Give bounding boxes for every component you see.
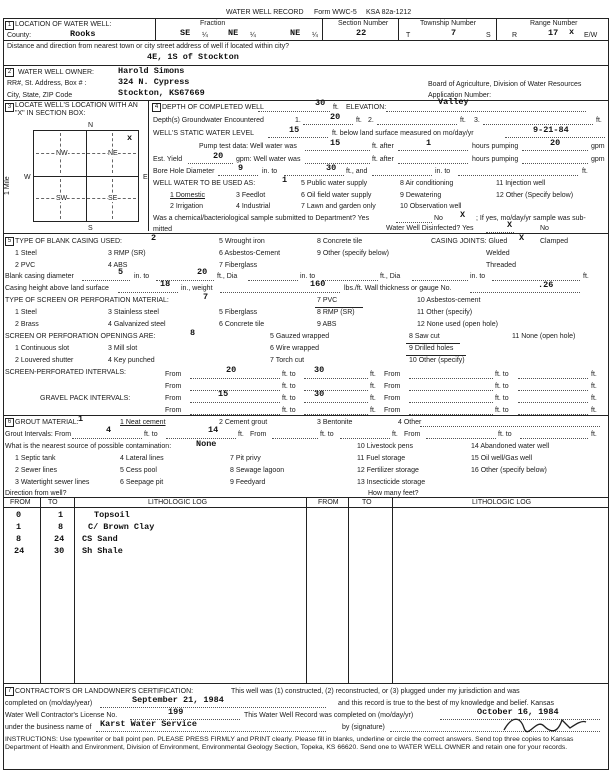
completed-value: September 21, 1984 bbox=[132, 695, 224, 705]
record-date-value: October 16, 1984 bbox=[477, 707, 559, 717]
ft-label: ft. bbox=[582, 168, 588, 175]
use-oilfield[interactable]: 6 Oil field water supply bbox=[301, 192, 372, 199]
section-number-7: 7 bbox=[5, 687, 14, 696]
to-label: ft. to bbox=[498, 431, 512, 438]
quarter-symbol: ¼ bbox=[250, 32, 256, 39]
opening-torch[interactable]: 7 Torch cut bbox=[270, 357, 305, 364]
section-number-3: 3 bbox=[5, 103, 14, 112]
section-number-value: 22 bbox=[356, 28, 367, 38]
grout-from: 4 bbox=[106, 425, 112, 435]
bore-value: 9 bbox=[238, 163, 244, 173]
in-to-label: in. to bbox=[262, 168, 278, 175]
range-ew: E/W bbox=[584, 32, 598, 39]
application-label: Application Number: bbox=[428, 92, 492, 99]
township-value: 7 bbox=[451, 28, 457, 38]
source-other[interactable]: 16 Other (specify below) bbox=[471, 467, 547, 474]
source-seepage[interactable]: 6 Seepage pit bbox=[120, 479, 164, 486]
yield-value: 20 bbox=[213, 151, 224, 161]
ft-and-label: ft., and bbox=[346, 168, 368, 175]
completed-label: completed on (mo/day/year) bbox=[5, 700, 93, 707]
disinfect-mark: X bbox=[507, 220, 513, 230]
use-other[interactable]: 12 Other (Specify below) bbox=[496, 192, 574, 199]
casing-value: 2 bbox=[151, 233, 157, 243]
source-insecticide[interactable]: 13 Insecticide storage bbox=[357, 479, 426, 486]
to-label: ft. to bbox=[144, 431, 158, 438]
wall-value: .26 bbox=[538, 280, 554, 290]
screen-other[interactable]: 11 Other (specify) bbox=[417, 309, 473, 316]
source-fertilizer[interactable]: 12 Fertilizer storage bbox=[357, 467, 419, 474]
source-abandoned[interactable]: 14 Abandoned water well bbox=[471, 443, 550, 450]
disinfect-no-label: No bbox=[540, 225, 549, 232]
ft-label: ft. bbox=[370, 383, 376, 390]
distance-label: Distance and direction from nearest town or city street address of well if located within city? bbox=[7, 43, 290, 50]
in-to-label: in. to bbox=[435, 168, 451, 175]
cert-text-1: This well was (1) constructed, (2) reconstructed, or (3) plugged under my jurisdiction and was bbox=[231, 688, 520, 695]
bore-label: Bore Hole Diameter bbox=[153, 168, 215, 175]
use-injection[interactable]: 11 Injection well bbox=[496, 180, 546, 187]
source-septic[interactable]: 1 Septic tank bbox=[15, 455, 56, 462]
chem-no-mark: X bbox=[460, 210, 466, 220]
screen-none[interactable]: 12 None used (open hole) bbox=[417, 321, 498, 328]
depth-label: DEPTH OF COMPLETED WELL bbox=[162, 104, 264, 111]
county-label: County: bbox=[7, 32, 32, 39]
casing-wrought-iron[interactable]: 5 Wrought iron bbox=[219, 238, 265, 245]
ft-label: ft. bbox=[591, 407, 597, 414]
perforated-to: 30 bbox=[314, 365, 325, 375]
joints-label: CASING JOINTS: Glued bbox=[431, 238, 508, 245]
in-to-label: in. to bbox=[134, 273, 150, 280]
log-from: 1 bbox=[16, 522, 22, 532]
log-header-2: LITHOLOGIC LOG bbox=[472, 499, 532, 506]
grout-other[interactable]: 4 Other bbox=[398, 419, 422, 426]
from-label: From bbox=[404, 431, 421, 438]
openings-value: 8 bbox=[190, 328, 196, 338]
elevation-value: Valley bbox=[438, 97, 469, 107]
se-label: SE bbox=[108, 195, 118, 202]
diameter-to: 20 bbox=[197, 267, 208, 277]
opening-continuous[interactable]: 1 Continuous slot bbox=[15, 345, 70, 352]
static-label: WELL'S STATIC WATER LEVEL bbox=[153, 130, 255, 137]
grout-neat[interactable] bbox=[120, 419, 166, 426]
casing-concrete[interactable]: 8 Concrete tile bbox=[317, 238, 363, 245]
gravel-to: 30 bbox=[314, 389, 325, 399]
log-to: 24 bbox=[54, 534, 65, 544]
chem-no-label: No bbox=[434, 215, 443, 222]
section-number-6: 6 bbox=[5, 418, 14, 427]
after-label: ft. after bbox=[372, 143, 394, 150]
use-feedlot[interactable]: 3 Feedlot bbox=[236, 192, 266, 199]
log-to: 30 bbox=[54, 546, 65, 556]
ft-label: ft. bbox=[238, 431, 244, 438]
township-label: Township Number bbox=[420, 20, 477, 27]
yield-label: Est. Yield bbox=[153, 156, 183, 163]
grout-cement[interactable]: 2 Cement grout bbox=[219, 419, 268, 426]
from-label: From bbox=[384, 395, 401, 402]
form-title: WATER WELL RECORD bbox=[226, 9, 304, 16]
use-public[interactable]: 5 Public water supply bbox=[301, 180, 368, 187]
log-to: 8 bbox=[58, 522, 64, 532]
wall-label: lbs./ft. Wall thickness or gauge No. bbox=[344, 285, 452, 292]
contamination-value: None bbox=[196, 439, 217, 449]
range-label: Range Number bbox=[530, 20, 578, 27]
to-label: ft. to bbox=[282, 407, 296, 414]
section-box-label: LOCATE WELL'S LOCATION WITH AN "X" IN SECTION BOX: bbox=[15, 102, 138, 118]
screen-galvanized[interactable]: 4 Galvanized steel bbox=[108, 321, 166, 328]
source-lateral[interactable]: 4 Lateral lines bbox=[120, 455, 164, 462]
business-value: Karst Water Service bbox=[100, 719, 197, 729]
owner-name: Harold Simons bbox=[118, 66, 185, 76]
screen-asbestos[interactable]: 10 Asbestos-cement bbox=[417, 297, 481, 304]
location-label: LOCATION OF WATER WELL: bbox=[15, 21, 112, 28]
source-fuel[interactable]: 11 Fuel storage bbox=[357, 455, 406, 462]
log-to: 1 bbox=[58, 510, 64, 520]
chem-label: Was a chemical/bacteriological sample submitted to Department? Yes bbox=[153, 215, 370, 222]
opening-wire[interactable]: 6 Wire wrapped bbox=[270, 345, 320, 352]
chem-suffix: ; If yes, mo/day/yr sample was sub- bbox=[476, 215, 586, 222]
log-desc: Topsoil bbox=[94, 510, 130, 520]
opening-drilled[interactable]: 9 Drilled holes bbox=[409, 345, 454, 352]
township-s: S bbox=[486, 32, 491, 39]
to-label: ft. to bbox=[495, 383, 509, 390]
casing-asbestos[interactable]: 6 Asbestos-Cement bbox=[219, 250, 281, 257]
use-lawn[interactable]: 7 Lawn and garden only bbox=[301, 203, 376, 210]
use-industrial[interactable]: 4 Industrial bbox=[236, 203, 271, 210]
distance-value: 4E, 1S of Stockton bbox=[147, 52, 239, 62]
nw-label: NW bbox=[56, 150, 68, 157]
source-oil-gas[interactable]: 15 Oil well/Gas well bbox=[471, 455, 533, 462]
openings-label: SCREEN OR PERFORATION OPENINGS ARE: bbox=[5, 333, 156, 340]
business-label: under the business name of bbox=[5, 724, 92, 731]
fraction-3: NE bbox=[290, 28, 301, 38]
to-label: ft. to bbox=[495, 407, 509, 414]
use-value: 1 bbox=[282, 175, 288, 185]
ft-label: ft. bbox=[460, 117, 466, 124]
screen-brass[interactable]: 2 Brass bbox=[15, 321, 39, 328]
to-label: ft. to bbox=[282, 371, 296, 378]
casing-steel[interactable]: 1 Steel bbox=[15, 250, 37, 257]
weight-value: 160 bbox=[310, 279, 326, 289]
cert-label: CONTRACTOR'S OR LANDOWNER'S CERTIFICATION: bbox=[15, 688, 194, 695]
log-desc: Sh Shale bbox=[82, 546, 123, 556]
owner-label: WATER WELL OWNER: bbox=[18, 69, 94, 76]
ft-label: ft. bbox=[591, 371, 597, 378]
from-label: From bbox=[165, 383, 182, 390]
township-t: T bbox=[406, 32, 411, 39]
opening-gauzed[interactable]: 5 Gauzed wrapped bbox=[270, 333, 330, 340]
screen-label: TYPE OF SCREEN OR PERFORATION MATERIAL: bbox=[5, 297, 169, 304]
contamination-label: What is the nearest source of possible contamination: bbox=[5, 443, 172, 450]
address-value: 324 N. Cypress bbox=[118, 77, 190, 87]
pump-value-1: 15 bbox=[330, 138, 341, 148]
to-label: ft. to bbox=[282, 395, 296, 402]
gw-3-num: 3. bbox=[474, 117, 480, 124]
fraction-2: NE bbox=[228, 28, 239, 38]
elevation-label: ELEVATION: bbox=[346, 104, 387, 111]
ft-label: ft. bbox=[333, 104, 339, 111]
log-to-header: TO bbox=[48, 499, 58, 506]
source-watertight[interactable]: 3 Watertight sewer lines bbox=[15, 479, 90, 486]
use-option: 1 Domestic bbox=[170, 192, 206, 199]
to-label: ft. to bbox=[495, 371, 509, 378]
height-label: Casing height above land surface bbox=[5, 285, 109, 292]
hours-pumping-label: hours pumping bbox=[472, 143, 519, 150]
grout-value: 1 bbox=[78, 414, 84, 424]
groundwater-label: Depth(s) Groundwater Encountered bbox=[153, 117, 264, 124]
casing-fiberglass[interactable]: 7 Fiberglass bbox=[219, 262, 258, 269]
joints-mark: X bbox=[519, 233, 525, 243]
form-number: Form WWC-5 bbox=[314, 9, 357, 16]
opening-key[interactable]: 4 Key punched bbox=[108, 357, 155, 364]
hours-pumping-label: hours pumping bbox=[472, 156, 519, 163]
county-value: Rooks bbox=[70, 29, 96, 39]
source-livestock[interactable]: 10 Livestock pens bbox=[357, 443, 414, 450]
casing-label: TYPE OF BLANK CASING USED: bbox=[15, 238, 122, 245]
use-domestic[interactable] bbox=[170, 192, 205, 199]
source-lagoon[interactable]: 8 Sewage lagoon bbox=[230, 467, 285, 474]
ft-label: ft. bbox=[596, 117, 602, 124]
perforated-from: 20 bbox=[226, 365, 237, 375]
opening-saw[interactable]: 8 Saw cut bbox=[409, 333, 440, 340]
use-dewatering[interactable]: 9 Dewatering bbox=[400, 192, 442, 199]
use-air[interactable]: 8 Air conditioning bbox=[400, 180, 454, 187]
screen-steel[interactable]: 1 Steel bbox=[15, 309, 37, 316]
pump-gpm-1: 20 bbox=[550, 138, 561, 148]
ft-label: ft. bbox=[370, 395, 376, 402]
grout-label: GROUT MATERIAL: bbox=[15, 419, 79, 426]
ksa-number: KSA 82a-1212 bbox=[366, 9, 412, 16]
log-header: LITHOLOGIC LOG bbox=[148, 499, 208, 506]
gravel-label: GRAVEL PACK INTERVALS: bbox=[40, 395, 131, 402]
ft-label: ft. bbox=[591, 383, 597, 390]
section-number-2: 2 bbox=[5, 68, 14, 77]
from-label: From bbox=[384, 407, 401, 414]
casing-abs[interactable]: 4 ABS bbox=[108, 262, 128, 269]
static-value: 15 bbox=[289, 125, 300, 135]
log-from: 24 bbox=[14, 546, 25, 556]
ft-label: ft. bbox=[356, 117, 362, 124]
source-feedyard[interactable]: 9 Feedyard bbox=[230, 479, 266, 486]
ft-label: ft. bbox=[370, 407, 376, 414]
ft-label: ft. bbox=[392, 431, 398, 438]
static-date: 9-21-84 bbox=[533, 125, 569, 135]
casing-pvc[interactable]: 2 PVC bbox=[15, 262, 36, 269]
welded-label[interactable]: Welded bbox=[486, 250, 510, 257]
opening-none[interactable]: 11 None (open hole) bbox=[512, 333, 576, 340]
mitted-label: mitted bbox=[153, 226, 173, 233]
from-label: From bbox=[165, 407, 182, 414]
static-suffix: ft. below land surface measured on mo/day/yr bbox=[332, 130, 474, 137]
from-label: From bbox=[384, 371, 401, 378]
from-label: From bbox=[250, 431, 267, 438]
screen-fiberglass[interactable]: 5 Fiberglass bbox=[219, 309, 258, 316]
from-label: From bbox=[384, 383, 401, 390]
log-from-header-2: FROM bbox=[318, 499, 339, 506]
to-label: ft. to bbox=[282, 383, 296, 390]
use-label: WELL WATER TO BE USED AS: bbox=[153, 180, 256, 187]
from-label: From bbox=[165, 395, 182, 402]
perforated-label: SCREEN-PERFORATED INTERVALS: bbox=[5, 369, 126, 376]
instructions: INSTRUCTIONS: Use typewriter or ball point pen. PLEASE PRESS FIRMLY and PRINT clearly. Please fill in blanks, underline or circle the correct answers. Send top three copies to Kansas Department of Health and Environment, Division of Environment, Environmental Geology Section, Topeka, KS 66620. Send one to WATER WELL OWNER and retain one for your records. bbox=[5, 736, 574, 751]
source-cess[interactable]: 5 Cess pool bbox=[120, 467, 157, 474]
log-desc: CS Sand bbox=[82, 534, 118, 544]
log-from: 8 bbox=[16, 534, 22, 544]
height-value: 18 bbox=[160, 279, 171, 289]
in-to-label: in. to bbox=[300, 273, 316, 280]
log-from-header: FROM bbox=[10, 499, 31, 506]
dia-label: ft., Dia bbox=[380, 273, 401, 280]
east-label: E bbox=[143, 174, 148, 181]
pump-label: Pump test data: Well water was bbox=[199, 143, 297, 150]
city-label: City, State, ZIP Code bbox=[7, 92, 73, 99]
diameter-label: Blank casing diameter bbox=[5, 273, 74, 280]
opening-other[interactable]: 10 Other (specify) bbox=[409, 357, 465, 364]
opening-mill[interactable]: 3 Mill slot bbox=[108, 345, 138, 352]
gpm-label: gpm bbox=[591, 143, 605, 150]
cert-text-3: This Water Well Record was completed on (mo/day/yr) bbox=[244, 712, 414, 719]
address-label: RR#, St. Address, Box # : bbox=[7, 80, 87, 87]
section-number-label: Section Number bbox=[338, 20, 389, 27]
west-label: W bbox=[24, 174, 31, 181]
ne-label: NE bbox=[108, 150, 118, 157]
gw-1-num: 1. bbox=[295, 117, 301, 124]
north-label: N bbox=[88, 122, 94, 129]
screen-abs[interactable]: 9 ABS bbox=[317, 321, 337, 328]
south-label: S bbox=[88, 225, 93, 232]
sw-label: SW bbox=[56, 195, 68, 202]
screen-stainless[interactable]: 3 Stainless steel bbox=[108, 309, 159, 316]
feet-label: How many feet? bbox=[368, 490, 419, 497]
groundwater-1: 20 bbox=[330, 112, 341, 122]
threaded-label[interactable]: Threaded bbox=[486, 262, 516, 269]
dia-label: ft., Dia bbox=[217, 273, 238, 280]
grout-option: 1 Neat cement bbox=[120, 419, 166, 426]
gpm-label: gpm bbox=[591, 156, 605, 163]
pump-hours-1: 1 bbox=[426, 138, 432, 148]
source-pit-privy[interactable]: 7 Pit privy bbox=[230, 455, 261, 462]
gravel-from: 15 bbox=[218, 389, 229, 399]
range-r: R bbox=[512, 32, 518, 39]
grout-to: 14 bbox=[208, 425, 219, 435]
ft-label: ft. bbox=[591, 431, 597, 438]
clamped-label[interactable]: Clamped bbox=[540, 238, 569, 245]
from-label: From bbox=[165, 371, 182, 378]
mile-label: 1 Mile bbox=[4, 176, 11, 195]
fraction-label: Fraction bbox=[200, 20, 226, 27]
use-irrigation[interactable]: 2 Irrigation bbox=[170, 203, 204, 210]
log-to-header-2: TO bbox=[362, 499, 372, 506]
bore-to-value: 30 bbox=[326, 163, 337, 173]
section-number-5: 5 bbox=[5, 237, 14, 246]
to-label: ft. to bbox=[320, 431, 334, 438]
gw-2-num: 2. bbox=[368, 117, 374, 124]
range-mark: x bbox=[569, 27, 575, 37]
fraction-1: SE bbox=[180, 28, 191, 38]
license-label: Water Well Contractor's License No. bbox=[5, 712, 118, 719]
quarter-symbol: ¼ bbox=[202, 32, 208, 39]
range-value: 17 bbox=[548, 28, 559, 38]
screen-pvc[interactable]: 7 PVC bbox=[317, 297, 338, 304]
log-desc: C/ Brown Clay bbox=[88, 522, 155, 532]
quarter-symbol: ¼ bbox=[312, 32, 318, 39]
grout-intervals-label: Grout Intervals: From bbox=[5, 431, 72, 438]
screen-concrete[interactable]: 6 Concrete tile bbox=[219, 321, 265, 328]
screen-rmp[interactable]: 8 RMP (SR) bbox=[317, 309, 355, 316]
ft-label: ft. bbox=[591, 395, 597, 402]
screen-value: 7 bbox=[203, 292, 209, 302]
gpm-well-label: gpm: Well water was bbox=[236, 156, 301, 163]
signature-label: by (signature) bbox=[342, 724, 385, 731]
grout-bentonite[interactable]: 3 Bentonite bbox=[317, 419, 353, 426]
after-label: ft. after bbox=[372, 156, 394, 163]
use-observation[interactable]: 10 Observation well bbox=[400, 203, 462, 210]
direction-label: Direction from well? bbox=[5, 490, 67, 497]
opening-louvered[interactable]: 2 Louvered shutter bbox=[15, 357, 74, 364]
in-to-label: in. to bbox=[470, 273, 486, 280]
board-label: Board of Agriculture, Division of Water Resources bbox=[428, 81, 582, 88]
log-from: 0 bbox=[16, 510, 22, 520]
signature-scribble bbox=[500, 714, 590, 734]
casing-rmp[interactable]: 3 RMP (SR) bbox=[108, 250, 146, 257]
ft-label: ft. bbox=[583, 273, 589, 280]
ft-label: ft. bbox=[370, 371, 376, 378]
license-value: 199 bbox=[168, 707, 184, 717]
section-number-4: 4 bbox=[152, 103, 161, 112]
depth-value: 30 bbox=[315, 98, 326, 108]
disinfect-label: Water Well Disinfected? Yes bbox=[386, 225, 474, 232]
casing-other[interactable]: 9 Other (specify below) bbox=[317, 250, 389, 257]
city-value: Stockton, KS67669 bbox=[118, 88, 205, 98]
section-number-1: 1 bbox=[5, 21, 14, 30]
cert-text-2: and this record is true to the best of my knowledge and belief. Kansas bbox=[338, 700, 554, 707]
section-box-mark: x bbox=[127, 133, 133, 143]
in-weight-label: in., weight bbox=[181, 285, 213, 292]
to-label: ft. to bbox=[495, 395, 509, 402]
diameter-value: 5 bbox=[118, 267, 124, 277]
source-sewer[interactable]: 2 Sewer lines bbox=[15, 467, 58, 474]
